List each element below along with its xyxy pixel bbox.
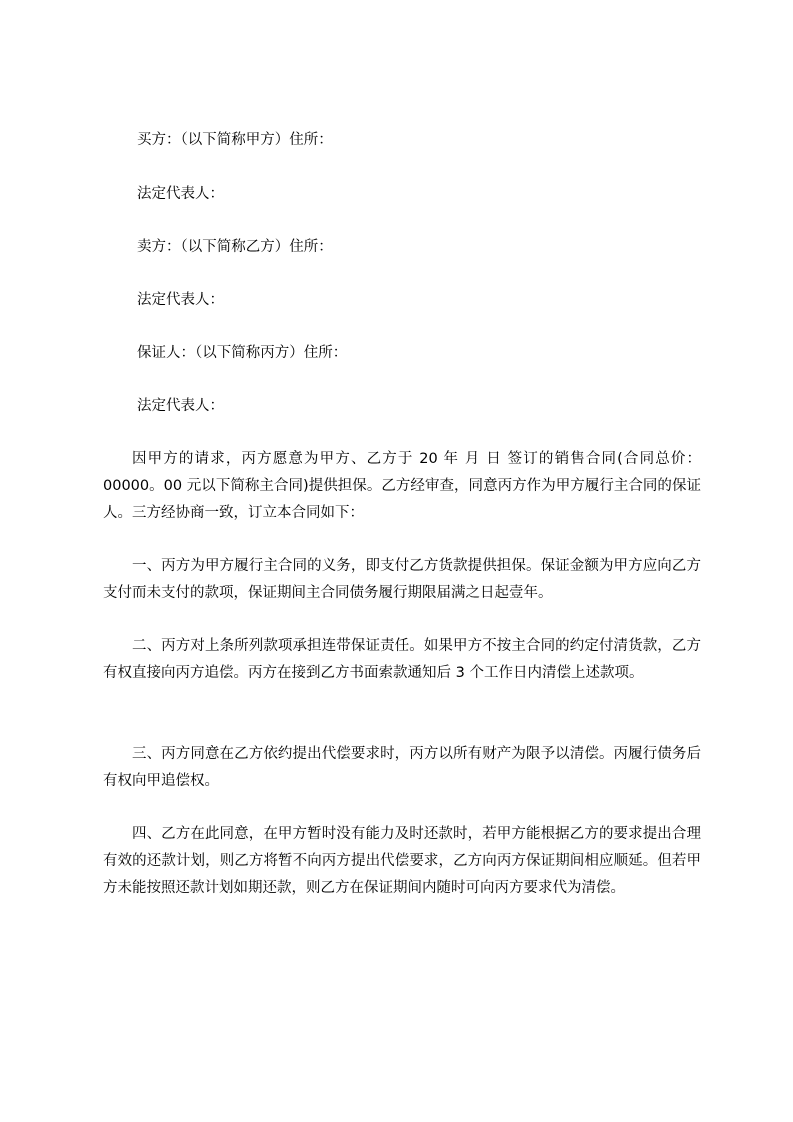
guarantor-line: 保证人：（以下简称丙方）住所： [137, 345, 348, 361]
guarantor-representative-line: 法定代表人： [137, 398, 224, 414]
clause-4-paragraph: 四、乙方在此同意，在甲方暂时没有能力及时还款时，若甲方能根据乙方的要求提出合理有效的还款计划，则乙方将暂不向丙方提出代偿要求，乙方向丙方保证期间相应顺延。但若甲方未能按照还款计划如期还款，则乙方在保证期间内随时可向丙方要求代为清偿。 [103, 826, 701, 896]
buyer-line: 买方：（以下简称甲方）住所： [137, 132, 333, 148]
buyer-representative-line: 法定代表人： [137, 186, 224, 202]
clause-1-paragraph: 一、丙方为甲方履行主合同的义务，即支付乙方货款提供担保。保证金额为甲方应向乙方支付而未支付的款项，保证期间主合同债务履行期限届满之日起壹年。 [103, 558, 701, 601]
seller-representative-line: 法定代表人： [137, 292, 224, 308]
intro-paragraph: 因甲方的请求，丙方愿意为甲方、乙方于 20 年 月 日 签订的销售合同(合同总价： 00000。00 元以下简称主合同)提供担保。乙方经审查，同意丙方作为甲方履行主合同的保证人。三方经协商一致，订立本合同如下： [103, 451, 701, 521]
clause-3-paragraph: 三、丙方同意在乙方依约提出代偿要求时，丙方以所有财产为限予以清偿。丙履行债务后有权向甲追偿权。 [103, 746, 701, 789]
clause-2-paragraph: 二、丙方对上条所列款项承担连带保证责任。如果甲方不按主合同的约定付清货款，乙方有权直接向丙方追偿。丙方在接到乙方书面索款通知后 3 个工作日内清偿上述款项。 [103, 638, 701, 681]
seller-line: 卖方：（以下简称乙方）住所： [137, 239, 333, 255]
